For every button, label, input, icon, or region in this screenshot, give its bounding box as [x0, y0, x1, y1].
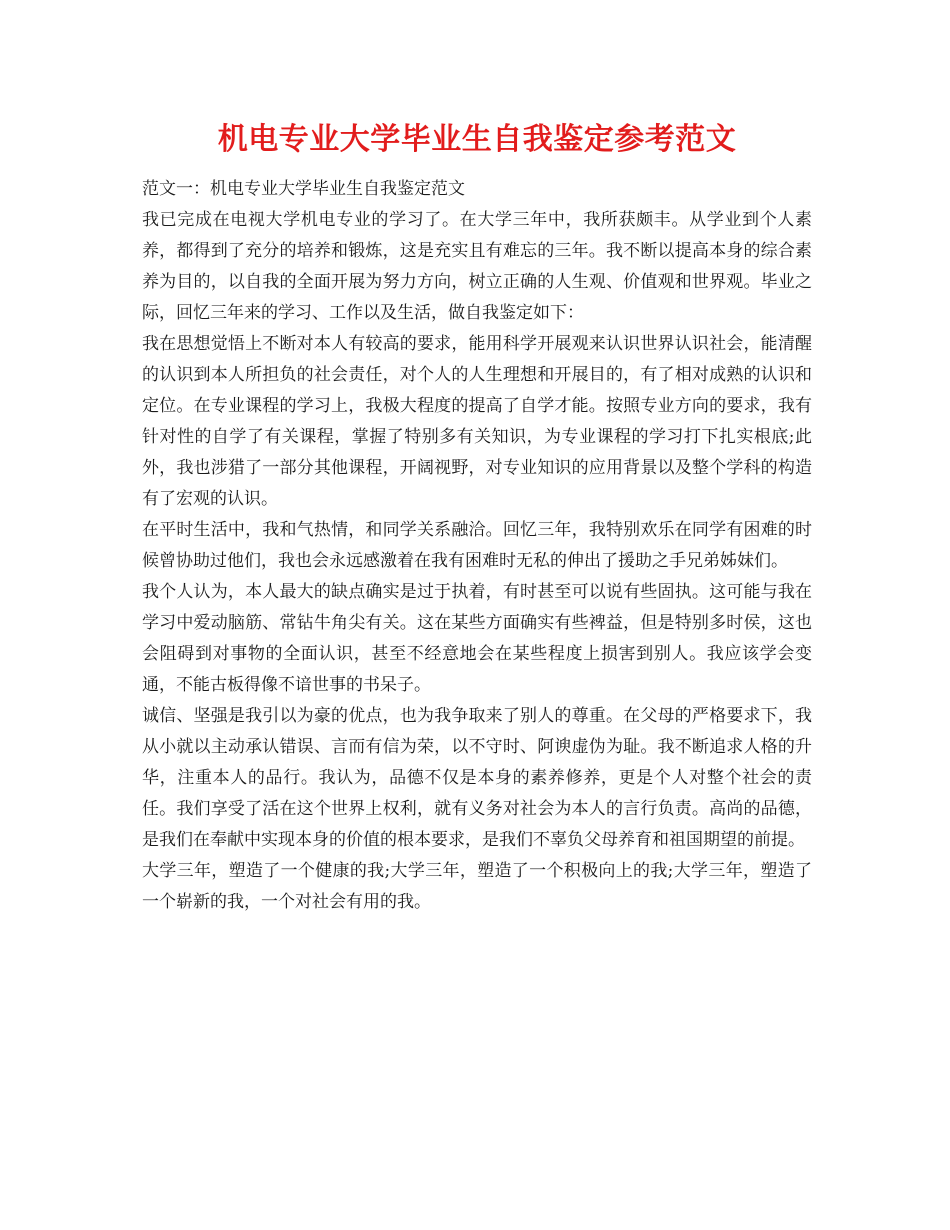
document-subtitle: 范文一：机电专业大学毕业生自我鉴定范文: [142, 179, 465, 199]
document-title: 机电专业大学毕业生自我鉴定参考范文: [217, 122, 737, 157]
paragraph-intro: 我已完成在电视大学机电专业的学习了。在大学三年中，我所获颇丰。从学业到个人素养，都得到了充分的培养和锻炼，这是充实且有难忘的三年。我不断以提高本身的综合素养为目的，以自我的全面开展为努力方向，树立正确的人生观、价值观和世界观。毕业之际，回忆三年来的学习、工作以及生活，做自我鉴定如下：: [142, 210, 812, 323]
paragraph-conclusion: 大学三年，塑造了一个健康的我;大学三年，塑造了一个积极向上的我;大学三年，塑造了一个崭新的我，一个对社会有用的我。: [142, 861, 812, 912]
paragraph-shortcomings: 我个人认为，本人最大的缺点确实是过于执着，有时甚至可以说有些固执。这可能与我在学习中爱动脑筋、常钻牛角尖有关。这在某些方面确实有些裨益，但是特别多时侯，这也会阻碍到对事物的全面认识，甚至不经意地会在某些程度上损害到别人。我应该学会变通，不能古板得像不谙世事的书呆子。: [142, 582, 812, 695]
paragraph-life: 在平时生活中，我和气热情，和同学关系融洽。回忆三年，我特别欢乐在同学有困难的时候曾协助过他们，我也会永远感激着在我有困难时无私的伸出了援助之手兄弟姊妹们。: [142, 520, 812, 571]
paragraph-strengths: 诚信、坚强是我引以为豪的优点，也为我争取来了别人的尊重。在父母的严格要求下，我从小就以主动承认错误、言而有信为荣，以不守时、阿谀虚伪为耻。我不断追求人格的升华，注重本人的品行。我认为，品德不仅是本身的素养修养，更是个人对整个社会的责任。我们享受了活在这个世界上权利，就有义务对社会为本人的言行负责。高尚的品德，是我们在奉献中实现本身的价值的根本要求，是我们不辜负父母养育和祖国期望的前提。: [142, 706, 812, 850]
paragraph-study: 我在思想觉悟上不断对本人有较高的要求，能用科学开展观来认识世界认识社会，能清醒的认识到本人所担负的社会责任，对个人的人生理想和开展目的，有了相对成熟的认识和定位。在专业课程的学习上，我极大程度的提高了自学才能。按照专业方向的要求，我有针对性的自学了有关课程，掌握了特别多有关知识，为专业课程的学习打下扎实根底;此外，我也涉猎了一部分其他课程，开阔视野，对专业知识的应用背景以及整个学科的构造有了宏观的认识。: [142, 334, 812, 509]
document-page: [142, 118, 812, 918]
